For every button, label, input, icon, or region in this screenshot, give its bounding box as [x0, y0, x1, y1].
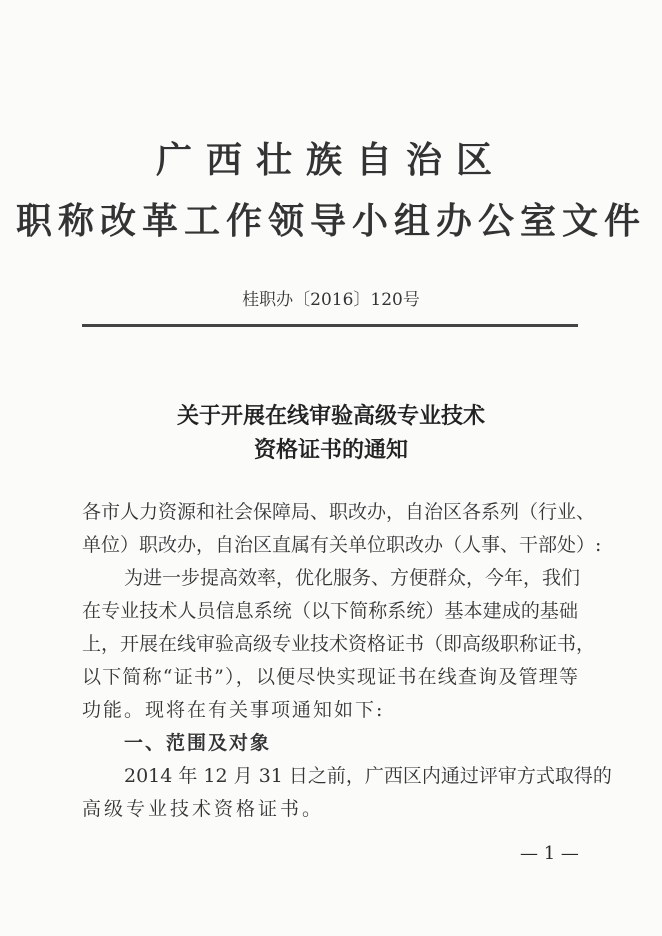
body-line: 功能。现将在有关事项通知如下:	[82, 699, 385, 721]
body-line: 为进一步提高效率，优化服务、方便群众，今年，我们	[124, 567, 581, 589]
body-line: 2014 年 12 月 31 日之前，广西区内通过评审方式取得的	[124, 765, 612, 787]
body-line: 各市人力资源和社会保障局、职改办，自治区各系列（行业、	[82, 501, 596, 523]
section-heading: 一、范围及对象	[124, 732, 272, 754]
document-header-line1: 广西壮族自治区	[155, 139, 506, 181]
document-header-line2: 职称改革工作领导小组办公室文件	[15, 200, 646, 242]
body-line: 高级专业技术资格证书。	[82, 798, 325, 820]
header-divider	[82, 324, 578, 327]
body-line: 上，开展在线审验高级专业技术资格证书（即高级职称证书，	[82, 633, 596, 655]
notice-title-line2: 资格证书的通知	[253, 437, 408, 463]
body-line: 单位）职改办，自治区直属有关单位职改办（人事、干部处）:	[82, 534, 602, 556]
page-number: — 1 —	[520, 843, 579, 864]
body-line: 在专业技术人员信息系统（以下简称系统）基本建成的基础	[82, 600, 578, 622]
body-line: 以下简称“证书”），以便尽快实现证书在线查询及管理等	[82, 666, 578, 688]
notice-title-line1: 关于开展在线审验高级专业技术	[176, 403, 485, 429]
document-number: 桂职办〔2016〕120号	[242, 290, 420, 310]
